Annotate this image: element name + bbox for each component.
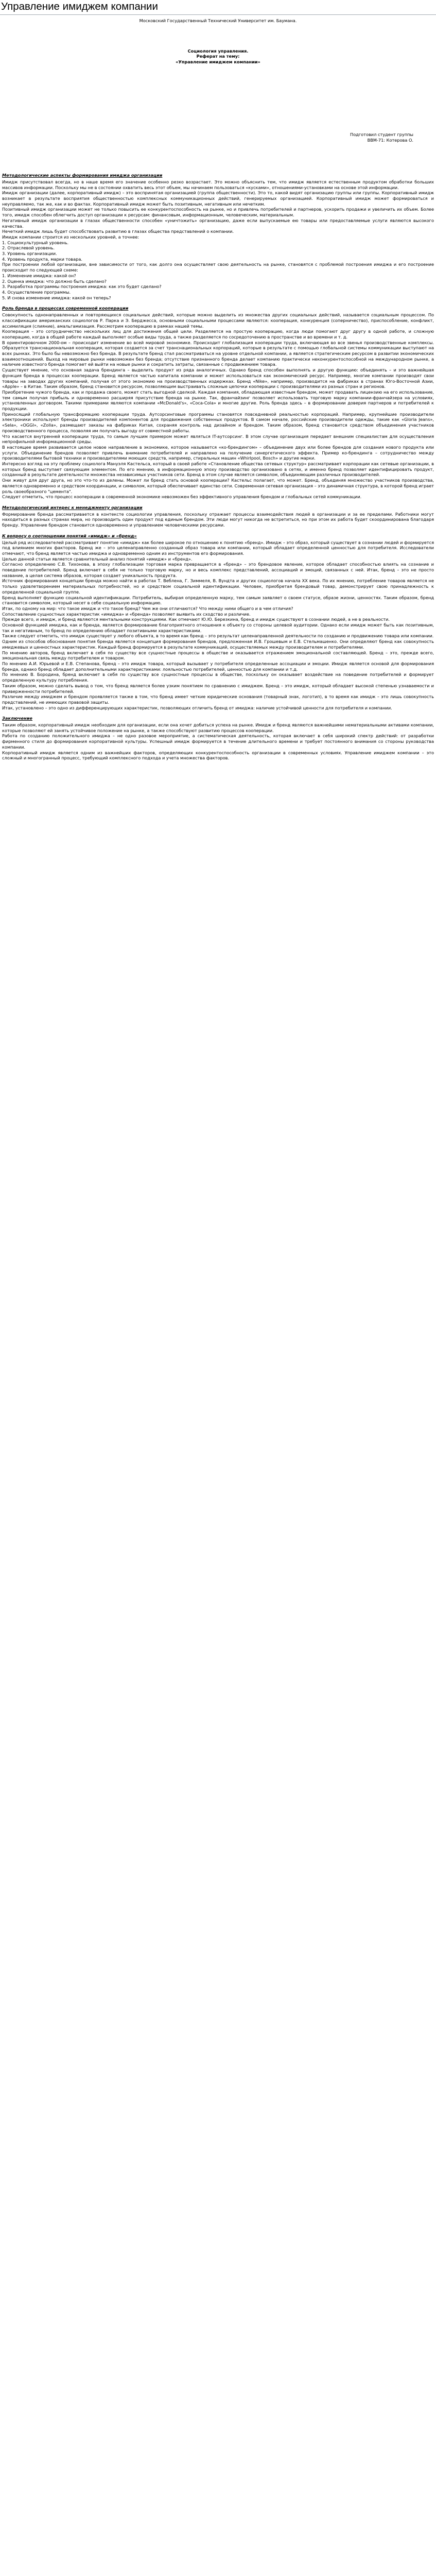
section-heading: Методологические аспекты формирования имиджа организации xyxy=(2,173,163,178)
paragraph: В ориентировочном 2000-ом – происходит изменение во всей мировой экономике. Происходит глобализация кооперации труда, включающая во все звенья производственные комплексы. Образуется транснациональная кооперация, которая создается за счет транснациональных корпораций, которые в результате с помощью глобальной системы коммуникации выступают на всех рынках. Это было бы невозможно без бренда. В результате бренд стал рассматриваться на уровне отдельной компании, а является стратегическим ресурсом в развитии экономических взаимоотношений. Выход на мировые рынки невозможен без бренда; отсутствие признанного бренда делает компанию практически неконкурентоспособной на международном рынке, а наличие известного бренда помогает ей выйти на новые рынки и сократить затраты, связанные с продвижением товара. xyxy=(2,340,434,367)
paragraph: Существует мнение, что основная задача брендинга – выделить продукт из ряда аналогичных. Однако бренд способен выполнять и другую функцию: объединять – и это важнейшая функция бренда в процессах кооперации. Бренд является частью капитала компании и может использоваться как экономический ресурс. Например, многие компании производят свои товары на заводах других компаний, получая от этого экономию на производственных издержках. Бренд «Nike», например, производится на фабриках в странах Юго-Восточной Азии, «Apple» – в Китае. Таким образом, бренд становится ресурсом, позволяющим выстраивать сложные цепочки кооперации с производителями из разных стран и регионов. xyxy=(2,367,434,389)
paragraph: Согласно определению С.В. Тихонова, в эпоху глобализации торговая марка превращается в «бренд» – это брендовое явление, которое обладает способностью влиять на сознание и поведение потребителей. Бренд включает в себя не только торговую марку, но и весь комплекс представлений, ассоциаций и эмоций, связанных с ней. Итак, бренд – это не просто название, а целая система образов, которая создает уникальность продукта. xyxy=(2,562,434,578)
paragraph: По мнению А.И. Юрьевой и Е.В. Степанова, бренд – это имидж товара, который вызывает у потребителя определенные ассоциации и эмоции. Имидж является основой для формирования бренда, однако бренд обладает дополнительными характеристиками: лояльностью потребителей, ценностью для компании и т.д. xyxy=(2,660,434,672)
paragraph: 2. Оценка имиджа: что должно быть сделано? xyxy=(2,278,107,284)
paragraph: 1. Социокультурный уровень. xyxy=(2,240,69,245)
paragraph: Имидж присутствовал всегда, но в наше время его значение особенно резко возрастает. Это можно объяснить тем, что имидж является естественным продуктом обработки больших массивов информации. Поскольку мы не в состоянии охватить весь этот объем, мы начинаем пользоваться «кусками», отношениями-установками на основе этой информации. xyxy=(2,179,434,190)
paragraph: Интересно взгляд на эту проблему социолога Мануэля Кастельса, который в своей работе «Становление общества сетевых структур» рассматривает корпорации как сетевые организации, в которых бренд выступает связующим элементом. По его мнению, в информационную эпоху производство организовано в сетях, и именно бренд позволяет идентифицировать продукт, созданный в результате деятельности множества независимых участников сети. Бренд в этом случае является символом, объединяющим различных производителей. xyxy=(2,461,434,478)
paragraph: 2. Отраслевой уровень. xyxy=(2,245,55,251)
document-body xyxy=(0,15,436,761)
paragraph: 4. Осуществление программы. xyxy=(2,289,71,295)
paragraph: 4. Уровень продукта, марки товара. xyxy=(2,256,82,262)
paragraph: Формирование бренда рассматривается в контексте социологии управления, поскольку отражает процессы взаимодействия людей в организации и за ее пределами. Работники могут находиться в разных странах мира, но производить один продукт под единым брендом. Эти люди могут никогда не встретиться, но при этом их работа будет скоординирована благодаря бренду. Управление брендом становится одновременно и управлением человеческими ресурсами. xyxy=(2,511,434,528)
paragraph: Приносящий глобальную трансформацию кооперации труда. Аутсорсинговые программы становятся повседневной реальностью корпораций. Например, крупнейшие производители электроники используют бренды производителей компонентов для продвижения собственных продуктов. В самом начале, российские производители одежды, такие как «Gloria Jeans», «Sela», «OGGI», «Zolla», размещают заказы на фабриках Китая, сохраняя контроль над дизайном и брендом. Таким образом, бренд становится средством объединения участников производственного процесса, позволяя им получать выгоду от совместной работы. xyxy=(2,411,434,433)
subject-line: Социология управления. xyxy=(187,48,249,54)
section-heading: Роль бренда в процессах современной кооперации xyxy=(2,306,129,311)
paragraph: В настоящее время развивается целое новое направление в экономике, которое называется «ко-брендингом» – объединение двух или более брендов для создания нового продукта или услуги. Объединение брендов позволяет привлечь внимание потребителей и направлено на получение синергетического эффекта. Пример ко-брендинга – сотрудничество между производителями бытовой техники и производителями моющих средств, например, стиральных машин «Whirlpool, Bosch» и другие марки. xyxy=(2,444,434,461)
paragraph: Следует отметить, что процесс кооперации в современной экономике невозможен без эффективного управления брендом и глобальных сетей коммуникации. xyxy=(2,494,362,500)
paragraph: Что касается внутренней кооперации труда, то самым лучшим примером может являться IT-аутсорсинг. В этом случае организация передает внешним специалистам для осуществления непрофильной информационной среды. xyxy=(2,433,434,445)
doctype-line: Реферат на тему: xyxy=(196,54,240,59)
paragraph: Негативный имидж организации в глазах общественности способен «уничтожить» организацию, даже если выпускаемые ею товары или предоставляемые услуги являются высокого качества. xyxy=(2,217,434,229)
paragraph: Различие между имиджем и брендом проявляется также в том, что бренд имеет четкие юридические основания (товарный знак, логотип), в то время как имидж – это лишь совокупность представлений, не имеющих правовой защиты. xyxy=(2,694,434,705)
paragraph: Прежде всего, и имидж, и бренд являются ментальными конструкциями. Как отмечают Ю.Ю. Березкина, бренд и имидж существуют в сознании людей, а не в реальности. xyxy=(2,617,390,622)
university-line: Московский Государственный Технический Университет им. Баумана. xyxy=(139,18,297,23)
paragraph: Совокупность однонаправленных и повторяющихся социальных действий, которые можно выделить из множества других социальных действий, называется социальным процессом. По классификации американских социологов Р. Парка и Э. Берджесса, основными социальными процессами являются: кооперация, конкуренция (соперничество), приспособление, конфликт, ассимиляция (слияние), амальгамизация. Рассмотрим кооперацию в рамках нашей темы. xyxy=(2,312,434,329)
paragraph: Бренд выполняет функцию социальной идентификации. Потребитель, выбирая определенную марку, тем самым заявляет о своем статусе, образе жизни, ценностях. Таким образом, бренд становится символом, который несет в себе социальную информацию. xyxy=(2,595,434,606)
paragraph: По мнению авторов, бренд включает в себя по существу все сущностные процессы в обществе и оказывается отражением эмоциональной составляющей. Бренд – это, прежде всего, эмоциональная связь между потребителем и товаром. xyxy=(2,650,434,661)
author-line-1: Подготовил студент группы xyxy=(350,131,413,137)
paragraph: Итак, установлено – это одно из дифференцирующих характеристик, позволяющих отличить бренд от имиджа: наличие устойчивой ценности для потребителя и компании. xyxy=(2,705,392,710)
paragraph: Кооперация – это сотрудничество нескольких лиц для достижения общей цели. Разделяется на простую кооперацию, когда люди помогают друг другу в одной работе, и сложную кооперацию, когда в общей работе каждый выполняет особые виды труда, а также разделяется по сосредоточению в пространстве и во времени и т. д. xyxy=(2,329,434,340)
paragraph: Итак, по одному на мир: что такое имидж и что такое бренд? Чем же они отличаются? Что между ними общего и в чем отличия? xyxy=(2,605,293,611)
paragraph: Корпоративный имидж является одним из важнейших факторов, определяющих конкурентоспособность организации в современных условиях. Управление имиджем компании – это сложный и многогранный процесс, требующий комплексного подхода и учета множества факторов. xyxy=(2,750,434,761)
section-heading: Методологический интерес к менеджменту организации xyxy=(2,505,143,510)
paragraph: Целый ряд исследователей рассматривает понятие «имидж» как более широкое по отношению к понятию «бренд». Имидж – это образ, который существует в сознании людей и формируется под влиянием многих факторов. Бренд же – это целенаправленно созданный образ товара или компании, который обладает определенной ценностью для потребителя. Исследователи отмечают, что бренд является частью имиджа и одновременно одним из инструментов его формирования. xyxy=(2,539,434,556)
paragraph: Нечеткий имидж лишь будет способствовать развитию в глазах общества представлений о компании. xyxy=(2,229,234,234)
essay-text xyxy=(2,173,434,761)
paragraph: Целью данной статьи является сравнительный анализ понятий «имидж» и «бренд». xyxy=(2,556,193,562)
paragraph: Работа по созданию положительного имиджа – не одно разовое мероприятие, а систематическая деятельность, которая включает в себя широкий спектр действий: от разработки фирменного стиля до формирования корпоративной культуры. Успешный имидж формируется в течение длительного времени и требует постоянного внимания со стороны руководства компании. xyxy=(2,733,434,750)
paragraph: 5. И снова изменение имиджа: какой он теперь? xyxy=(2,295,111,300)
section-heading: К вопросу о соотношении понятий «имидж» и «бренд» xyxy=(2,533,137,538)
author-line-2: ВВМ-71: Котерова О. xyxy=(367,137,413,143)
topic-line: «Управление имиджем компании» xyxy=(176,59,260,65)
paragraph: Одним из способов обоснования понятия бренда является концепция формирования брендов, предложенная И.В. Грошевым и Е.В. Стельмашенко. Они определяют бренд как совокупность имиджевых и ценностных характеристик. Каждый бренд формируется в результате коммуникаций, осуществляемых между производителем и потребителями. xyxy=(2,639,434,650)
paragraph: Имидж компании строится из нескольких уровней, а точнее: xyxy=(2,234,139,240)
paragraph: По мнению В. Бородина, бренд включает в себя по существу все сущностные процессы в обществе, поскольку он оказывает воздействие на поведение потребителей и формирует определенную культуру потребления. xyxy=(2,672,434,683)
page-title: Управление имиджем компании xyxy=(0,0,436,15)
paragraph: Сопоставление сущностных характеристик «имиджа» и «бренда» позволяет выявить их сходство и различие. xyxy=(2,611,251,617)
paragraph: 3. Разработка программы построения имиджа: как это будет сделано? xyxy=(2,284,162,290)
paragraph: Основной функцией имиджа, как и бренда, является формирование благоприятного отношения к объекту со стороны целевой аудитории. Однако если имидж может быть как позитивным, так и негативным, то бренд по определению обладает позитивными характеристиками. xyxy=(2,622,434,633)
paragraph: Позитивный имидж организации может не только повысить ее конкурентоспособность на рынке, но и привлечь потребителей и партнеров, ускорить продажи и увеличить их объем. Более того, имидж способен облегчить доступ организации к ресурсам: финансовым, информационным, человеческим, материальным. xyxy=(2,207,434,218)
paragraph: Приобретение чужого бренда, как и продажа своего, может стать выгодной сделкой. Каждая компания, обладающая известным брендом, может продавать лицензию на его использование, тем самым получая прибыль и одновременно расширяя присутствие бренда на рынке. Так, франчайзинг позволяет использовать торговую марку компании-франчайзера на условиях, установленных договором. Такими примерами являются компании «McDonald's», «Coca-Cola» и многие другие. Роль бренда здесь – в формировании доверия партнеров и потребителей к продукции. xyxy=(2,389,434,412)
paragraph: Они живут для друг друга, но это что-то из делены. Может ли бренд стать основой кооперации? Кастельс полагает, что может. Бренд, объединяя множество участников производства, является одновременно и средством координации, и символом, который обеспечивает единство сети. Современная сетевая организация – это динамичная структура, в которой бренд играет роль своеобразного "цемента". xyxy=(2,478,434,494)
paragraph: Таким образом, корпоративный имидж необходим для организации, если она хочет добиться успеха на рынке. Имидж и бренд являются важнейшими нематериальными активами компании, которые позволяют ей занять устойчивое положение на рынке, а также способствуют развитию процессов кооперации. xyxy=(2,722,434,733)
paragraph: При построении любой организации, вне зависимости от того, как долго она осуществляет свою деятельность на рынке, становятся с проблемой построения имиджа и его построение происходит по следующей схеме: xyxy=(2,262,434,273)
paragraph: Также следует отметить, что имидж существует у любого объекта, в то время как бренд – это результат целенаправленной деятельности по созданию и продвижению товара или компании. xyxy=(2,633,434,639)
section-heading: Заключение xyxy=(2,716,32,721)
paragraph: Таким образом, можно сделать вывод о том, что бренд является более узким понятием по сравнению с имиджем. Бренд – это имидж, который обладает высокой степенью узнаваемости и приверженности потребителей. xyxy=(2,683,434,694)
paragraph: Источник формирования концепции бренда можно найти в работах Т. Веблена, Г. Зиммеля, В. Вундта и других социологов начала XX века. По их мнению, потребление товаров является не только удовлетворением материальных потребностей, но и средством социальной идентификации. Человек, приобретая брендовый товар, демонстрирует свою принадлежность к определенной социальной группе. xyxy=(2,578,434,595)
paragraph: 3. Уровень организации. xyxy=(2,251,57,257)
paragraph: 1. Изменение имиджа: какой он? xyxy=(2,273,76,278)
paragraph: Имидж организации (далее, корпоративный имидж) – это воспринятая организацией (группа общественности). Это то, какой видят организацию группы или группы. Корпоративный имидж возникает в результате восприятия общественностью комплексных коммуникационных действий, генерируемых организацией. Корпоративный имидж может формироваться и неуправляемо, так же, как и во фактах. Корпоративный имидж может быть позитивным, негативным или нечетким. xyxy=(2,190,434,207)
